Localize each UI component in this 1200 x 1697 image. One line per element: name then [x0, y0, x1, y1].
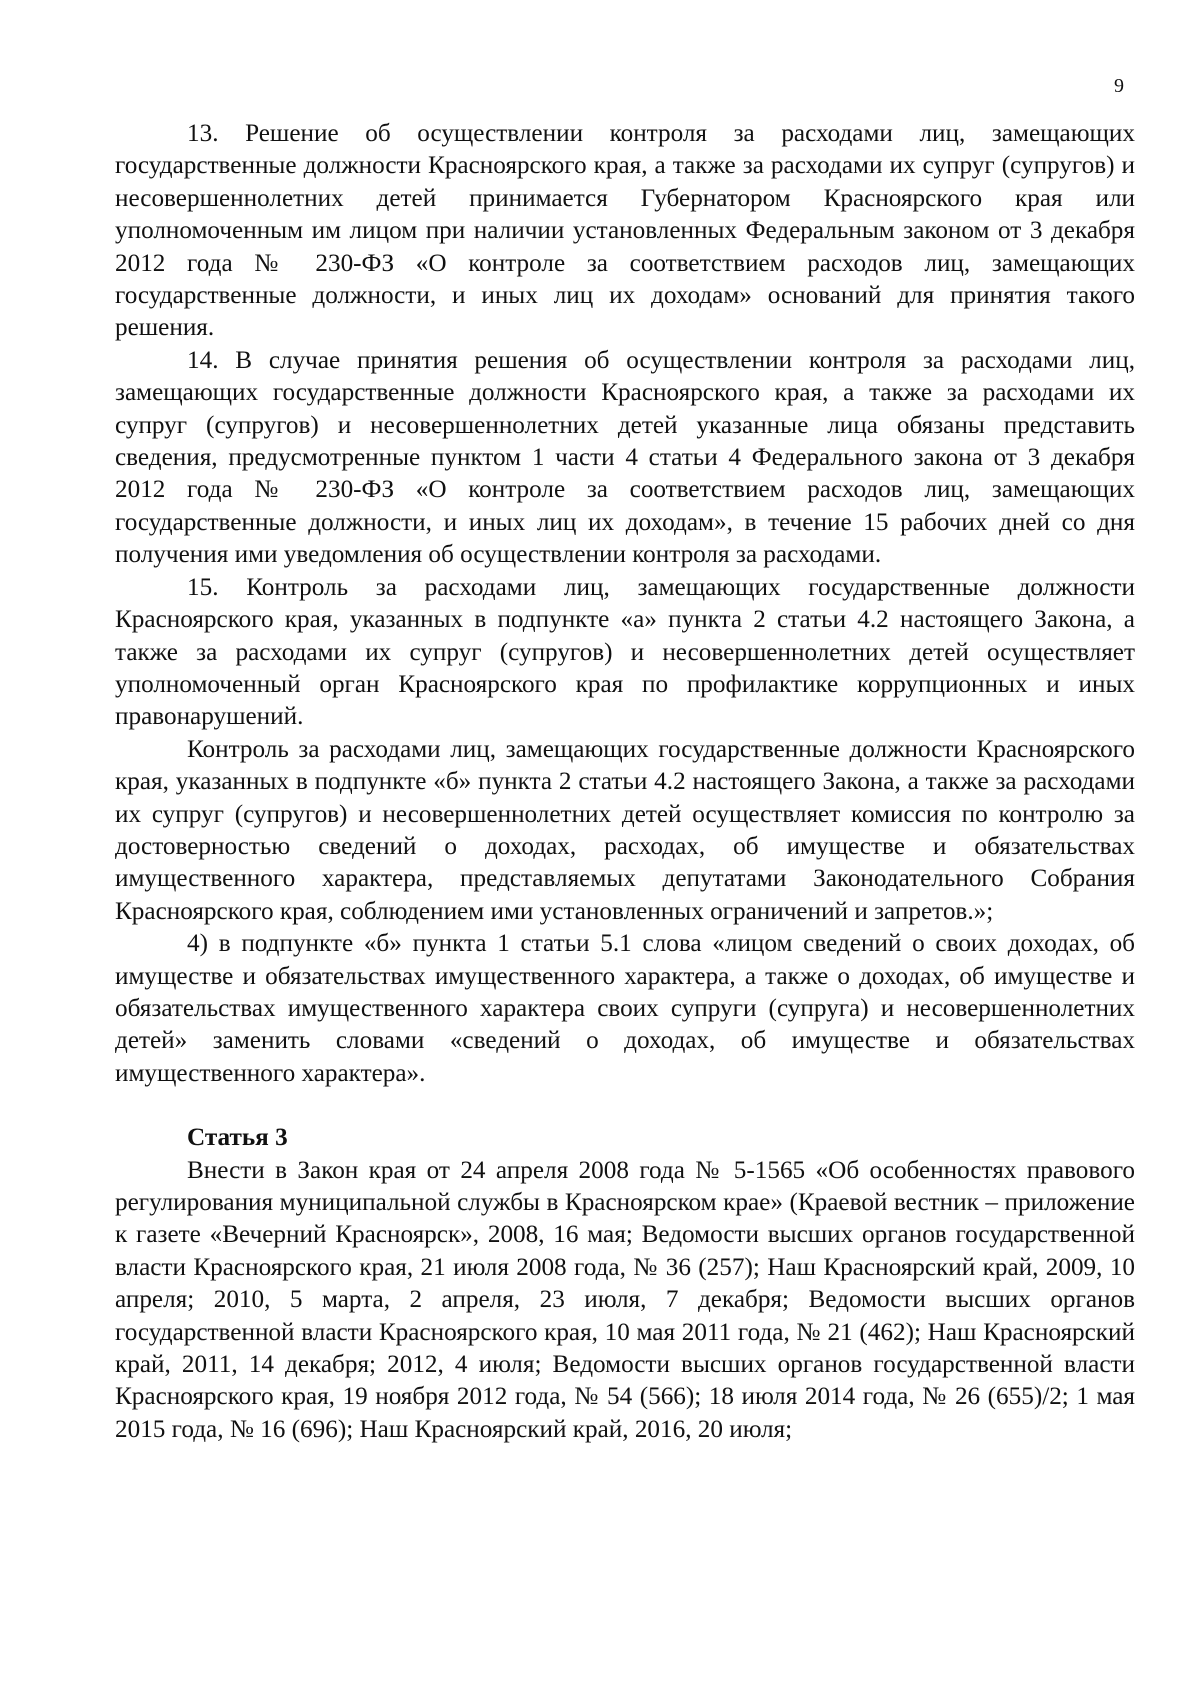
- paragraph-14: 14. В случае принятия решения об осуществлении контроля за расходами лиц, замещающих государственные должности Красноярского края, а также за расходами их супруг (супругов) и несовершеннолетних детей указанные лица обязаны представить сведения, предусмотренные пунктом 1 части 4 статьи 4 Федерального закона от 3 декабря 2012 года № 230-ФЗ «О контроле за соответствием расходов лиц, замещающих государственные должности, и иных лиц их доходам», в течение 15 рабочих дней со дня получения ими уведомления об осуществлении контроля за расходами.: [115, 346, 1135, 569]
- paragraph-15-continuation: Контроль за расходами лиц, замещающих государственные должности Красноярского края, указанных в подпункте «б» пункта 2 статьи 4.2 настоящего Закона, а также за расходами их супруг (супругов) и несовершеннолетних детей осуществляет комиссия по контролю за достоверностью сведений о доходах, расходах, об имуществе и обязательствах имущественного характера, представляемых депутатами Законодательного Собрания Красноярского края, соблюдением ими установленных ограничений и запретов.»;: [115, 735, 1135, 925]
- subpoint-4: 4) в подпункте «б» пункта 1 статьи 5.1 слова «лицом сведений о своих доходах, об имуществе и обязательствах имущественного характера, а также о доходах, об имуществе и обязательствах имущественного характера своих супруги (супруга) и несовершеннолетних детей» заменить словами «сведений о доходах, об имуществе и обязательствах имущественного характера».: [115, 930, 1135, 1087]
- article-3-text: Внести в Закон края от 24 апреля 2008 года № 5-1565 «Об особенностях правового регулирования муниципальной службы в Красноярском крае» (Краевой вестник – приложение к газете «Вечерний Красноярск», 2008, 16 мая; Ведомости высших органов государственной власти Красноярского края, 21 июля 2008 года, № 36 (257); Наш Красноярский край, 2009, 10 апреля; 2010, 5 марта, 2 апреля, 23 июля, 7 декабря; Ведомости высших органов государственной власти Красноярского края, 10 мая 2011 года, № 21 (462); Наш Красноярский край, 2011, 14 декабря; 2012, 4 июля; Ведомости высших органов государственной власти Красноярского края, 19 ноября 2012 года, № 54 (566); 18 июля 2014 года, № 26 (655)/2; 1 мая 2015 года, № 16 (696); Наш Красноярский край, 2016, 20 июля;: [115, 1156, 1135, 1443]
- section-spacer: [115, 1090, 1135, 1122]
- article-3-heading: Статья 3: [187, 1124, 288, 1152]
- document-body: [115, 118, 1135, 1446]
- page-number: 9: [1114, 75, 1124, 97]
- paragraph-15: 15. Контроль за расходами лиц, замещающих государственные должности Красноярского края, указанных в подпункте «а» пункта 2 статьи 4.2 настоящего Закона, а также за расходами их супруг (супругов) и несовершеннолетних детей осуществляет уполномоченный орган Красноярского края по профилактике коррупционных и иных правонарушений.: [115, 573, 1135, 731]
- paragraph-13: 13. Решение об осуществлении контроля за расходами лиц, замещающих государственные должности Красноярского края, а также за расходами их супруг (супругов) и несовершеннолетних детей принимается Губернатором Красноярского края или уполномоченным им лицом при наличии установленных Федеральным законом от 3 декабря 2012 года № 230-ФЗ «О контроле за соответствием расходов лиц, замещающих государственные должности, и иных лиц их доходам» оснований для принятия такого решения.: [115, 120, 1135, 342]
